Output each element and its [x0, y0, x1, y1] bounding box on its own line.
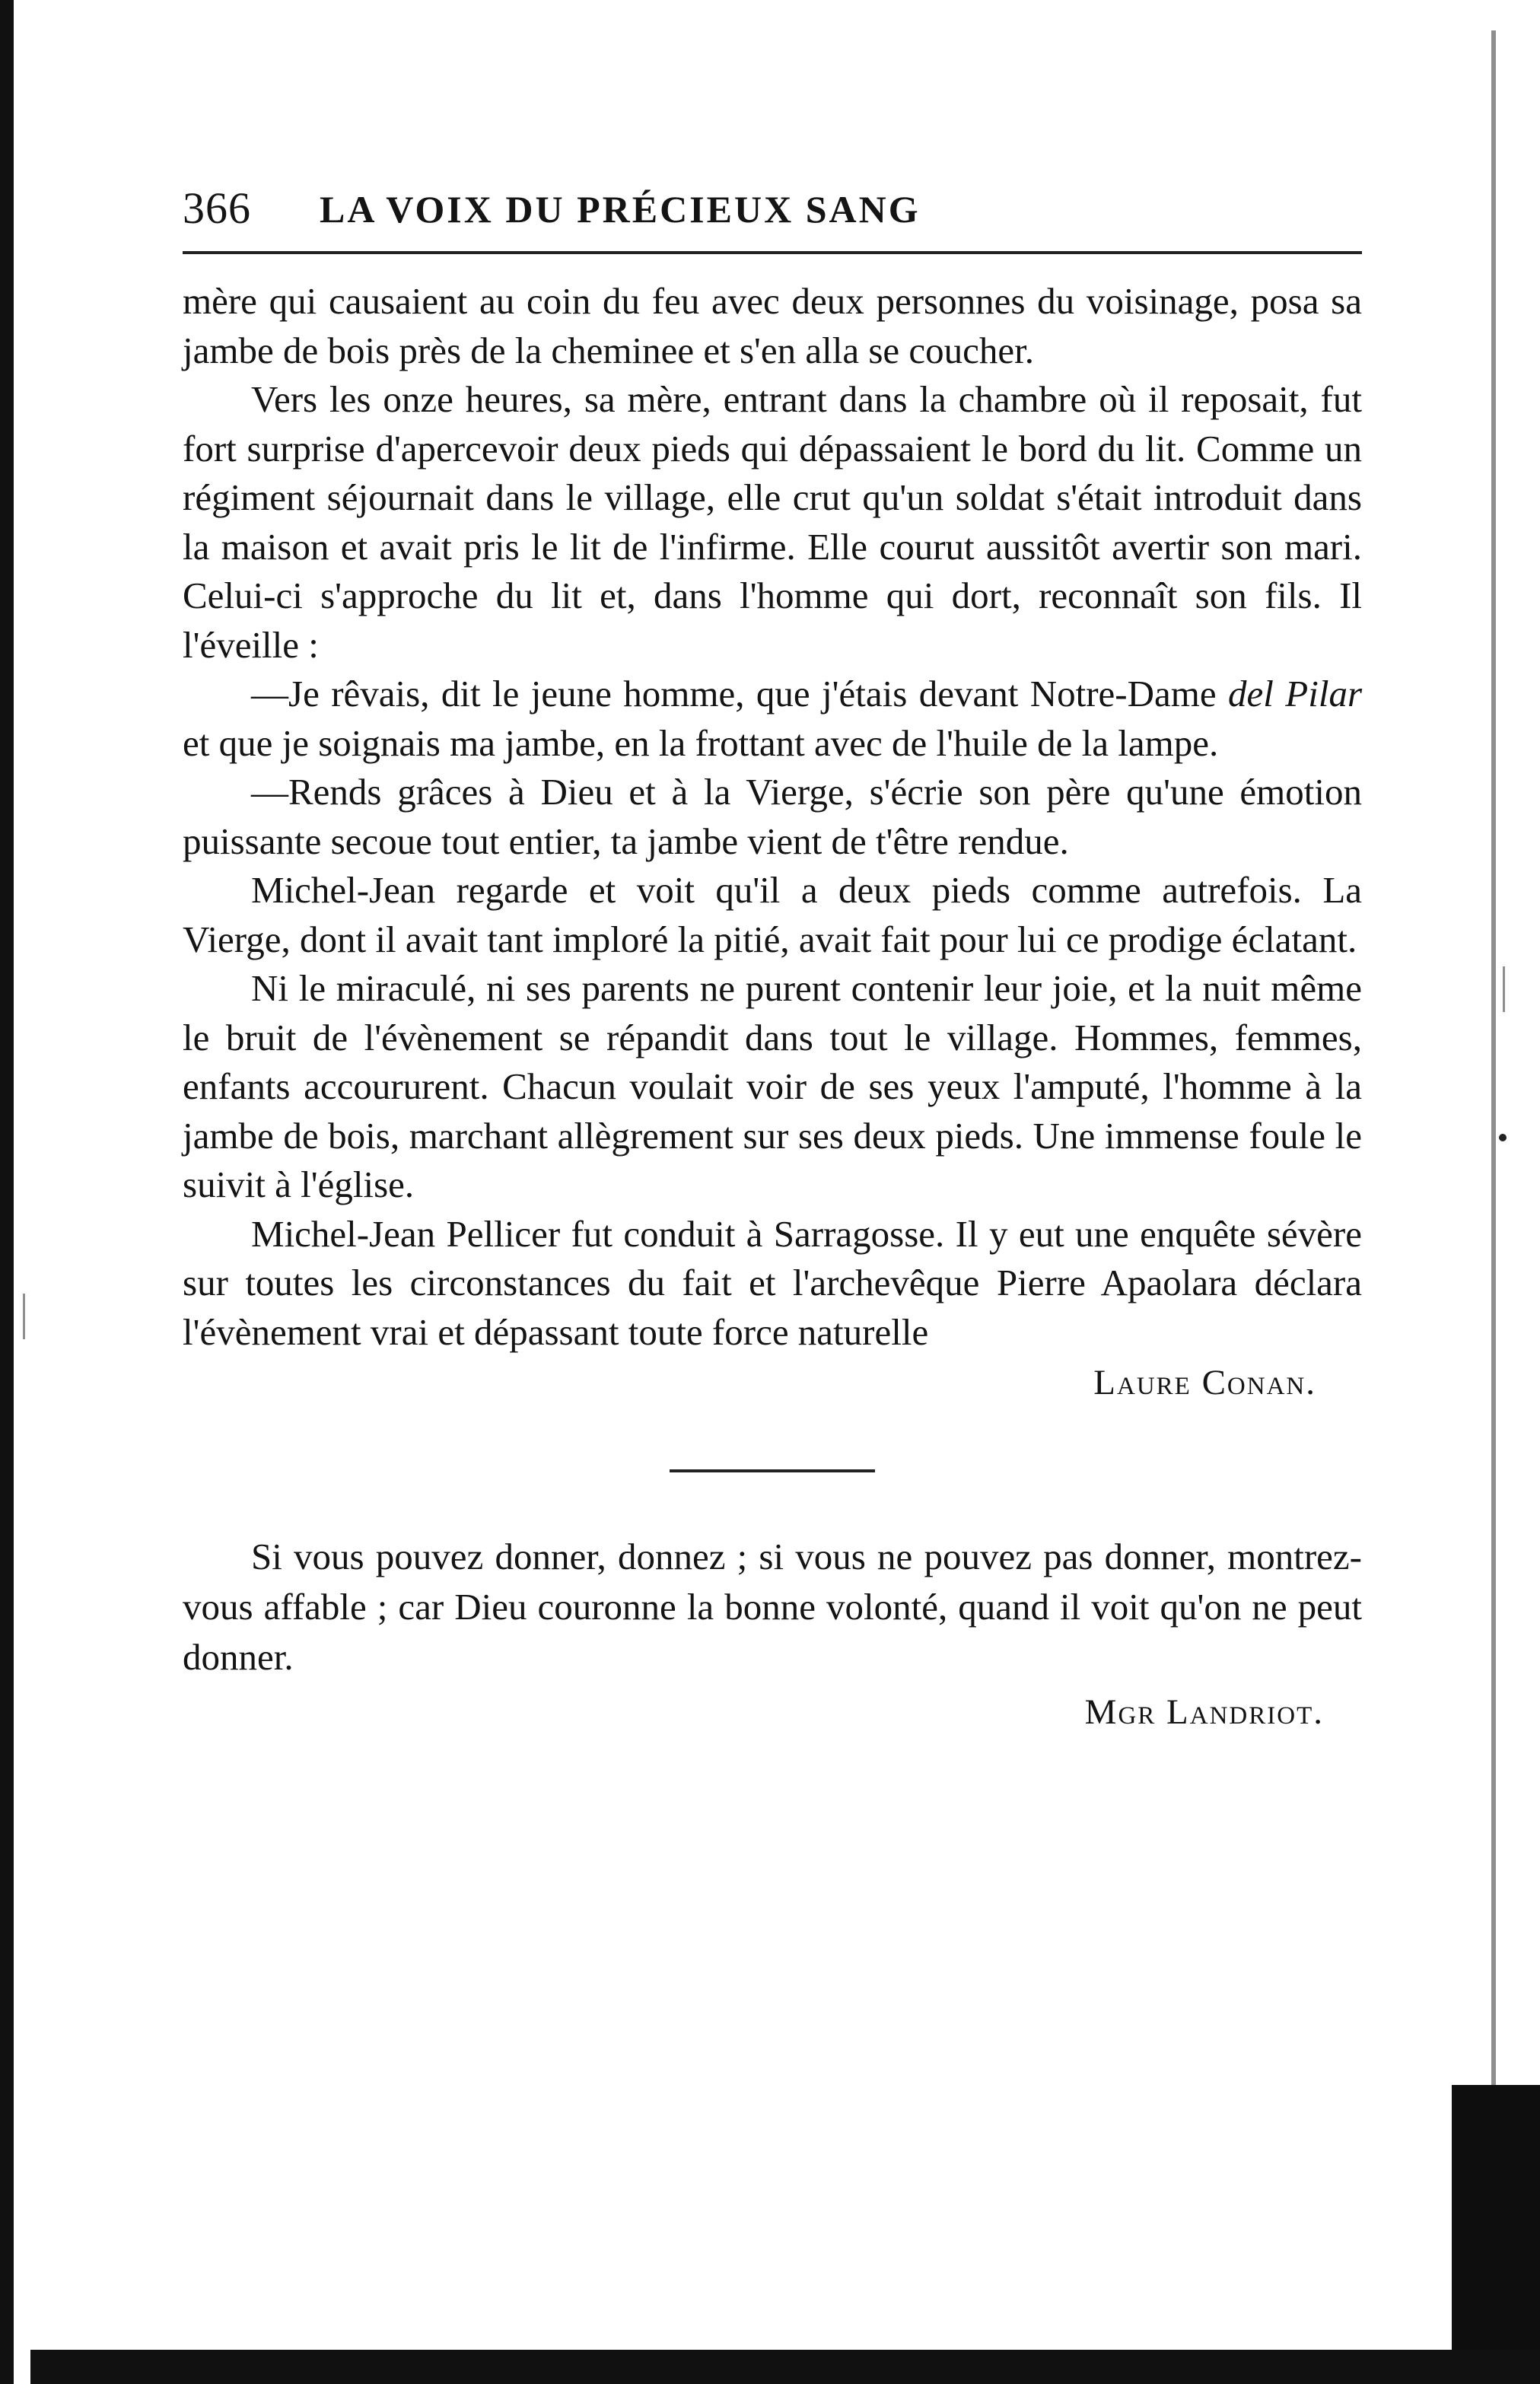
quote-text: Si vous pouvez donner, donnez ; si vous ne pouvez pas donner, montrez-vous affable ; car Dieu couronne la bonne volonté, quand il voit qu'on ne peut donner. — [183, 1536, 1362, 1678]
author-signature: Laure Conan. — [1093, 1363, 1316, 1402]
closing-quote — [183, 1532, 1362, 1682]
running-head: LA VOIX DU PRÉCIEUX SANG — [320, 188, 921, 231]
book-page — [183, 167, 1362, 1739]
scan-mark — [23, 1294, 25, 1339]
scan-mark — [1499, 1134, 1507, 1141]
scan-mark — [1503, 966, 1505, 1012]
body-text — [183, 277, 1362, 1357]
scan-border-right — [1491, 30, 1496, 2085]
dialogue-text: —Je rêvais, dit le jeune homme, que j'étais devant Notre-Dame — [251, 673, 1229, 715]
paragraph: Michel-Jean regarde et voit qu'il a deux pieds comme autrefois. La Vierge, dont il avait tant imploré la pitié, avait fait pour lui ce prodige éclatant. — [183, 869, 1362, 960]
page-header — [183, 167, 1362, 254]
paragraph: Vers les onze heures, sa mère, entrant dans la chambre où il reposait, fut fort surprise d'apercevoir deux pieds qui dépassaient le bord du lit. Comme un régiment séjournait dans le village, elle crut qu'un soldat s'était introduit dans la maison et avait pris le lit de l'infirme. Elle courut aussitôt avertir son mari. Celui-ci s'approche du lit et, dans l'homme qui dort, reconnaît son fils. Il l'éveille : — [183, 378, 1362, 666]
paragraph: —Rends grâces à Dieu et à la Vierge, s'écrie son père qu'une émotion puissante secoue tout entier, ta jambe vient de t'être rendue. — [183, 771, 1362, 862]
page-number: 366 — [183, 183, 251, 233]
paragraph: Michel-Jean Pellicer fut conduit à Sarragosse. Il y eut une enquête sévère sur toutes les circonstances du fait et l'archevêque Pierre Apaolara déclara l'évènement vrai et dépassant toute force naturelle — [183, 1212, 1362, 1353]
scan-shadow-corner — [1452, 2085, 1540, 2384]
scan-border-bottom — [30, 2350, 1540, 2384]
quote-signature: Mgr Landriot. — [1084, 1692, 1324, 1732]
paragraph: mère qui causaient au coin du feu avec deux personnes du voisinage, posa sa jambe de bois près de la cheminee et s'en alla se coucher. — [183, 280, 1362, 371]
scan-border-left — [0, 0, 14, 2384]
section-divider — [670, 1469, 875, 1472]
paragraph: Ni le miraculé, ni ses parents ne purent contenir leur joie, et la nuit même le bruit de l'évènement se répandit dans tout le village. Hommes, femmes, enfants accoururent. Chacun voulait voir de ses yeux l'amputé, l'homme à la jambe de bois, marchant allègrement sur ses deux pieds. Une immense foule le suivit à l'église. — [183, 967, 1362, 1205]
italic-place-name: del Pilar — [1228, 673, 1363, 715]
paragraph-dialogue — [183, 670, 1362, 768]
dialogue-text: et que je soignais ma jambe, en la frottant avec de l'huile de la lampe. — [183, 721, 1219, 764]
